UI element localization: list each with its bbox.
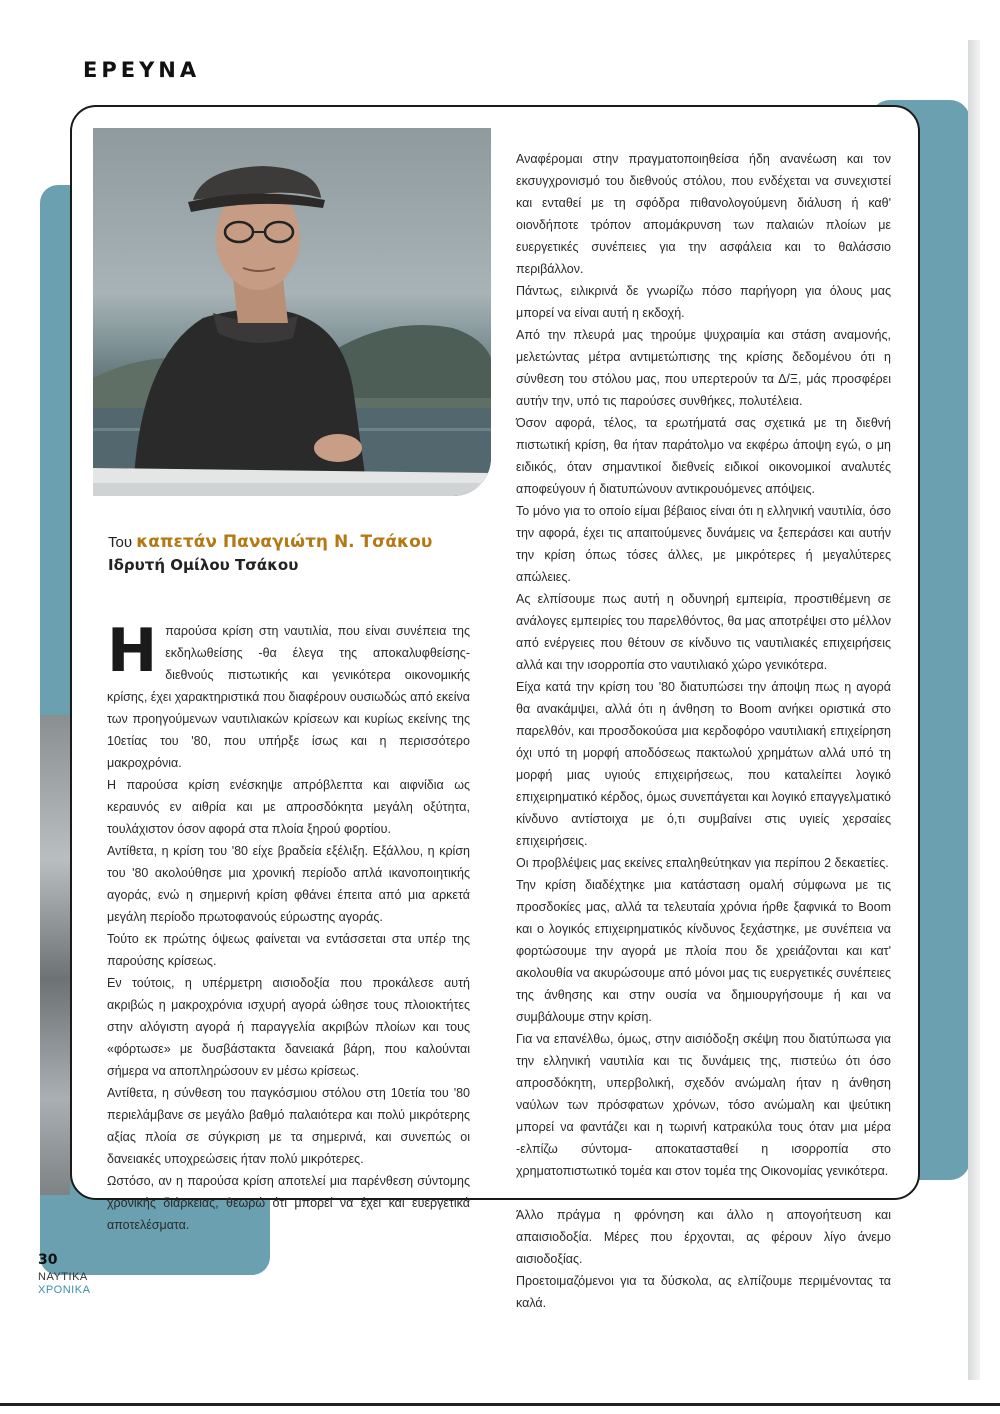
paragraph: Αντίθετα, η κρίση του '80 είχε βραδεία εξέλιξη. Εξάλλου, η κρίση του '80 ακολούθησε μια χρονική περίοδο απλά ικανοποιητικής αγοράς, ενώ η σημερινή κρίση φθάνει έπειτα από μια αρκετά μεγάλη περίοδο πρωτοφανούς εύρωστης αγοράς. [107, 844, 470, 924]
magazine-name-line2: ΧΡΟΝΙΚΑ [38, 1284, 91, 1296]
author-name: καπετάν Παναγιώτη Ν. Τσάκου [136, 532, 433, 552]
paragraph: Οι προβλέψεις μας εκείνες επαληθεύτηκαν για περίπου 2 δεκαετίες. [516, 856, 889, 870]
closing-paragraph: Προετοιμαζόμενοι για τα δύσκολα, ας ελπίζουμε περιμένοντας τα καλά. [516, 1274, 891, 1310]
paragraph: Όσον αφορά, τέλος, τα ερωτήματά σας σχετικά με τη διεθνή πιστωτική κρίση, θα ήταν παράτολμο να εκφέρω άποψη εγώ, ο μη ειδικός, όταν σημαντικοί διεθνείς ειδικοί οικονομικοί αναλυτές αποφεύγουν ή διατυπώνουν αντικρουόμενες απόψεις. [516, 416, 891, 496]
paragraph: Πάντως, ειλικρινά δε γνωρίζω πόσο παρήγορη για όλους μας μπορεί να είναι αυτή η εκδοχή. [516, 284, 891, 320]
magazine-name-line1: ΝΑΥΤΙΚΑ [38, 1271, 88, 1283]
section-label: ΕΡΕΥΝΑ [83, 58, 201, 82]
author-role: Ιδρυτή Ομίλου Τσάκου [108, 556, 299, 574]
paragraph: Είχα κατά την κρίση του '80 διατυπώσει την άποψη πως η αγορά θα ανακάμψει, αλλά ότι η άνθηση το Boom ανήκει οριστικά στο παρελθόν, και προσδοκούσα μια κερδοφόρο ναυτιλιακή επιχείρηση όχι υπό τη μορφή αποδόσεως πακτωλού χρημάτων αλλά υπό τη μορφή μιας υγιούς επιχειρήσεως, που καταλείπει λογικό επιχειρηματικό κέρδος, όμως συνεπάγεται και λογικό επαγγελματικό κίνδυνο αντίστοιχα με ό,τι συμβαίνει στις υγιείς χερσαίες επιχειρήσεις. [516, 680, 891, 848]
paragraph: Αναφέρομαι στην πραγματοποιηθείσα ήδη ανανέωση και τον εκσυγχρονισμό του διεθνούς στόλου, που ενδέχεται να συνεχιστεί και ενταθεί με τη σφόδρα πιθανολογούμενη διάλυση ή καθ' οιονδήποτε τρόπον απομάκρυνση των παλαιών πλοίων με ευεργετικές συνέπειες για την ασφάλεια και το θαλάσσιο περιβάλλον. [516, 152, 891, 276]
paragraph: Την κρίση διαδέχτηκε μια κατάσταση ομαλή σύμφωνα με τις προσδοκίες μας, αλλά τα τελευταία χρόνια ήρθε ξαφνικά το Boom και ο λογικός επιχειρηματικός κίνδυνος ξεχάστηκε, με συνέπεια να φορτώσουμε την αγορά με πλοία που δε χρειάζονται και κατ' ακολουθία να ακυρώσουμε από μόνοι μας τις ευεργετικές συνέπειες της άνθησης και στην ουσία να δημιουργήσουμε ή και να συμβάλουμε στην κρίση. [516, 878, 891, 1024]
paragraph: Τούτο εκ πρώτης όψεως φαίνεται να εντάσσεται στα υπέρ της παρούσης κρίσεως. [107, 932, 470, 968]
article-column-right [516, 148, 891, 1314]
byline-prefix: Του [108, 534, 137, 551]
article-column-left [107, 616, 470, 1236]
paragraph: Ωστόσο, αν η παρούσα κρίση αποτελεί μια παρένθεση σύντομης χρονικής διάρκειας, θεωρώ ότι μπορεί να έχει και ευεργετικά αποτελέσματα. [107, 1174, 470, 1232]
paragraph: Το μόνο για το οποίο είμαι βέβαιος είναι ότι η ελληνική ναυτιλία, όσο την αφορά, έχει τις απαιτούμενες δυνάμεις να ξεπεράσει και αυτήν την κρίση όπως τόσες άλλες, με μικρότερες ή μεγαλύτερες απώλειες. [516, 504, 891, 584]
background-photo-strip [40, 715, 70, 1195]
author-byline [108, 532, 432, 552]
page-number: 30 [38, 1252, 58, 1268]
paragraph: Από την πλευρά μας τηρούμε ψυχραιμία και στάση αναμονής, μελετώντας μέτρα αντιμετώπισης της κρίσης δεδομένου ότι η σύνθεση του στόλου μας, που υπερτερούν τα Δ/Ξ, μάς προσφέρει αυτήν την, υπό τις παρούσες συνθήκες, πολυτέλεια. [516, 328, 891, 408]
author-photo [93, 128, 491, 496]
paragraph: Αντίθετα, η σύνθεση του παγκόσμιου στόλου στη 10ετία του '80 περιελάμβανε σε μεγάλο βαθμό παλαιότερα και πολύ μικρότερης αξίας πλοία σε σύγκριση με τα σημερινά, και συνεπώς οι δανειακές υποχρεώσεις ήταν πολύ μικρότερες. [107, 1086, 470, 1166]
paragraph: Ηπαρούσα κρίση στη ναυτιλία, που είναι συνέπεια της εκδηλωθείσης -θα έλεγα της αποκαλυφθείσης- διεθνούς πιστωτικής και γενικότερα οικονομικής κρίσης, έχει χαρακτηριστικά που διαφέρουν ουσιωδώς από εκείνα των προηγούμενων ναυτιλιακών κρίσεων και κυρίως εκείνης της 10ετίας του '80, που υπήρξε ίσως και η περισσότερο μακροχρόνια. [107, 616, 470, 770]
paragraph: Η παρούσα κρίση ενέσκηψε απρόβλεπτα και αιφνίδια ως κεραυνός εν αιθρία και με απροσδόκητα μεγάλη οξύτητα, τουλάχιστον όσον αφορά στα πλοία ξηρού φορτίου. [107, 778, 470, 836]
drop-cap: Η [107, 616, 158, 686]
paragraph: Για να επανέλθω, όμως, στην αισιόδοξη σκέψη που διατύπωσα για την ελληνική ναυτιλία και τις δυνάμεις της, πιστεύω ότι όσο απροσδόκητη, υπερβολική, σχεδόν ανώμαλη ήταν η άνθηση ναύλων των πρόσφατων χρόνων, τόσο ανώμαλη και ψεύτικη μπορεί να φαντάζει και η τωρινή κατρακύλα τους όταν μια μέρα -ελπίζω σύντομα- αποκατασταθεί η ισορροπία στο χρηματοπιστωτικό τομέα και στον τομέα της Οικονομίας γενικότερα. [516, 1032, 891, 1178]
bottom-rule [0, 1403, 1000, 1406]
paragraph: Ας ελπίσουμε πως αυτή η οδυνηρή εμπειρία, προστιθέμενη σε ανάλογες εμπειρίες του παρελθόντος, θα μας αποτρέψει στο μέλλον από ενέργειες που θέτουν σε κίνδυνο τις ναυτιλιακές επιχειρήσεις αλλά και την ισορροπία στο ναυτιλιακό χώρο γενικότερα. [516, 592, 891, 672]
page-edge-shadow [968, 40, 980, 1380]
closing-paragraph: Άλλο πράγμα η φρόνηση και άλλο η απογοήτευση και απαισιοδοξία. Μέρες που έρχονται, ας φέρουν λίγο άνεμο αισιοδοξίας. [516, 1208, 891, 1266]
paragraph: Εν τούτοις, η υπέρμετρη αισιοδοξία που προκάλεσε αυτή ακριβώς η μακροχρόνια ισχυρή αγορά ώθησε τους πλοιοκτήτες στην αλόγιστη αγορά ή παραγγελία ακριβών πλοίων και τους «φόρτωσε» με δυσβάστακτα δανειακά βάρη, που καλούνται σήμερα να αποπληρώσουν εν μέσω κρίσεως. [107, 976, 470, 1078]
paragraph-gap [516, 1182, 891, 1204]
